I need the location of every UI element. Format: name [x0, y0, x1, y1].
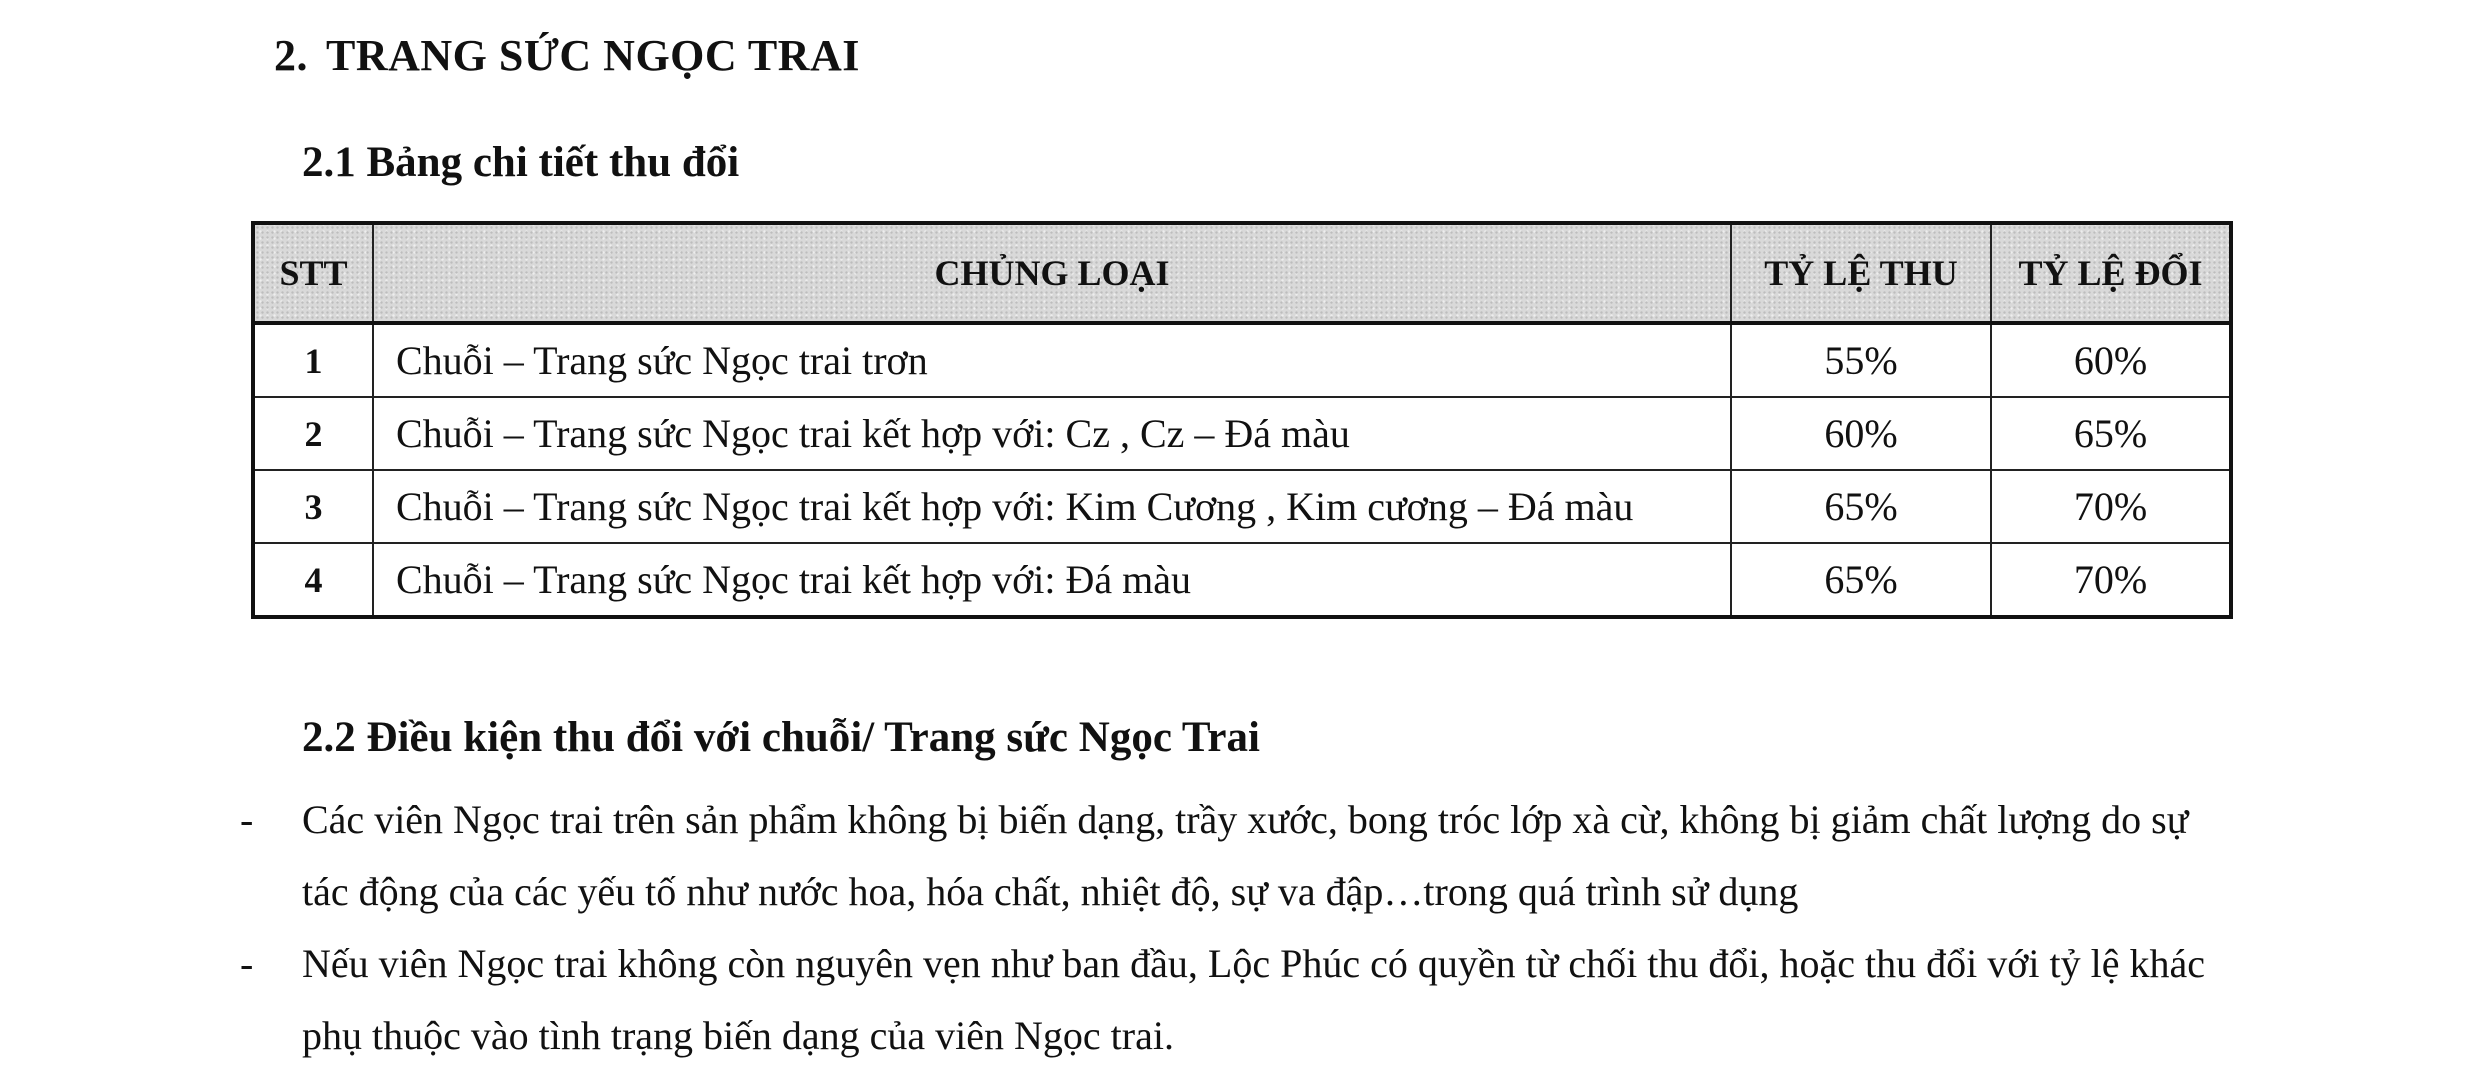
subsection-2-title: 2.2 Điều kiện thu đổi với chuỗi/ Trang sức Ngọc Trai	[302, 714, 1260, 761]
row-exchange-rate: 60%	[1991, 323, 2231, 397]
header-buy-rate: TỶ LỆ THU	[1731, 223, 1991, 323]
row-type: Chuỗi – Trang sức Ngọc trai kết hợp với: Cz , Cz – Đá màu	[373, 397, 1731, 470]
condition-text: Các viên Ngọc trai trên sản phẩm không bị biến dạng, trầy xước, bong tróc lớp xà cừ, không bị giảm chất lượng do sự tác động của các yếu tố như nước hoa, hóa chất, nhiệt độ, sự va đập…trong quá trình sử dụng	[302, 797, 2189, 914]
row-buy-rate: 55%	[1731, 323, 1991, 397]
exchange-rate-table	[251, 221, 2233, 619]
row-stt: 4	[253, 543, 373, 617]
row-buy-rate: 65%	[1731, 470, 1991, 543]
condition-text: Nếu viên Ngọc trai không còn nguyên vẹn như ban đầu, Lộc Phúc có quyền từ chối thu đổi, hoặc thu đổi với tỷ lệ khác phụ thuộc vào tình trạng biến dạng của viên Ngọc trai.	[302, 941, 2205, 1058]
header-exchange-rate: TỶ LỆ ĐỔI	[1991, 223, 2231, 323]
section-heading	[274, 30, 860, 81]
table-row	[253, 323, 2231, 397]
row-stt: 1	[253, 323, 373, 397]
bullet-marker: -	[240, 797, 254, 842]
row-exchange-rate: 70%	[1991, 470, 2231, 543]
row-stt: 2	[253, 397, 373, 470]
row-type: Chuỗi – Trang sức Ngọc trai kết hợp với: Đá màu	[373, 543, 1731, 617]
table-row	[253, 470, 2231, 543]
header-stt: STT	[253, 223, 373, 323]
table-row	[253, 397, 2231, 470]
header-type: CHỦNG LOẠI	[373, 223, 1731, 323]
row-buy-rate: 65%	[1731, 543, 1991, 617]
row-exchange-rate: 65%	[1991, 397, 2231, 470]
row-exchange-rate: 70%	[1991, 543, 2231, 617]
table-header-row	[253, 223, 2231, 323]
bullet-marker: -	[240, 941, 254, 986]
section-number: 2.	[274, 31, 308, 80]
subsection-1-title: 2.1 Bảng chi tiết thu đổi	[302, 139, 740, 186]
row-type: Chuỗi – Trang sức Ngọc trai kết hợp với: Kim Cương , Kim cương – Đá màu	[373, 470, 1731, 543]
row-stt: 3	[253, 470, 373, 543]
table-row	[253, 543, 2231, 617]
section-title: TRANG SỨC NGỌC TRAI	[326, 31, 860, 80]
row-buy-rate: 60%	[1731, 397, 1991, 470]
row-type: Chuỗi – Trang sức Ngọc trai trơn	[373, 323, 1731, 397]
